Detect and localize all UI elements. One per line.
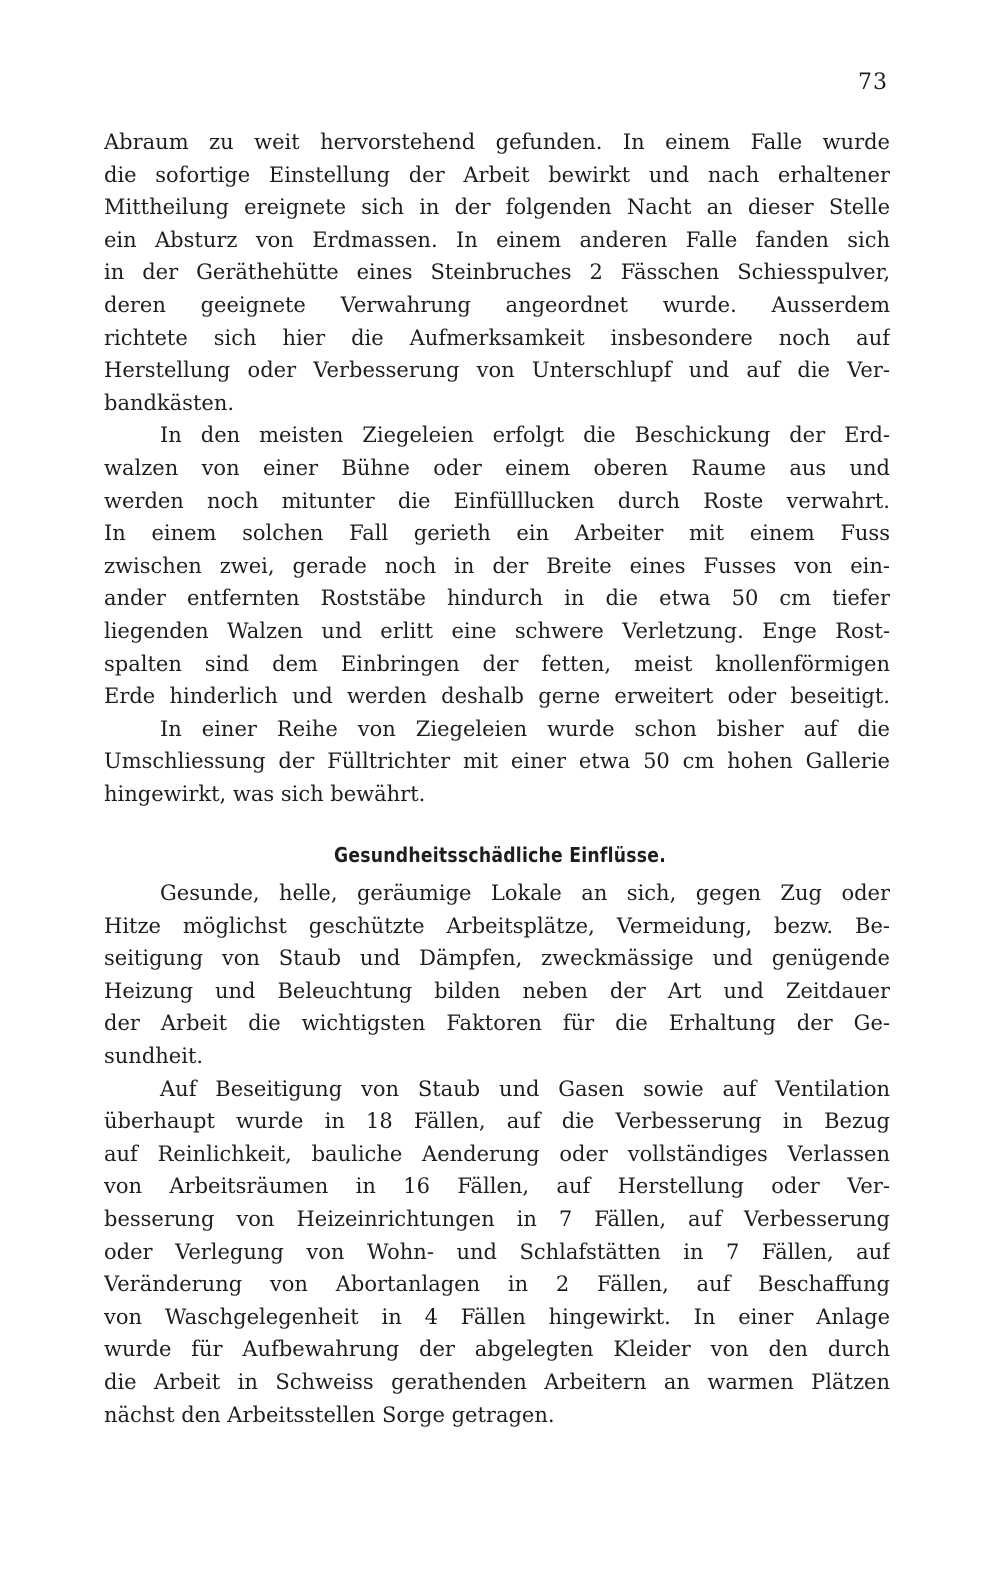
page-number: 73 xyxy=(858,70,888,95)
text-line: Erde hinderlich und werden deshalb gerne erweitert oder beseitigt. xyxy=(104,684,890,709)
text-line: der Arbeit die wichtigsten Faktoren für die Erhaltung der Ge- xyxy=(104,1011,890,1036)
text-line: hingewirkt, was sich bewährt. xyxy=(104,781,426,806)
text-line: richtete sich hier die Aufmerksamkeit insbesondere noch auf xyxy=(104,325,890,350)
text-line: Abraum zu weit hervorstehend gefunden. In einem Falle wurde xyxy=(104,130,890,154)
text-line: die Arbeit in Schweiss gerathenden Arbeitern an warmen Plätzen xyxy=(104,1369,890,1394)
text-line: Mittheilung ereignete sich in der folgenden Nacht an dieser Stelle xyxy=(104,195,890,220)
text-line: Veränderung von Abortanlagen in 2 Fällen, auf Beschaffung xyxy=(104,1272,890,1297)
text-line: seitigung von Staub und Dämpfen, zweckmässige und genügende xyxy=(104,946,890,971)
text-line: bandkästen. xyxy=(104,390,235,415)
text-line: ander entfernten Roststäbe hindurch in die etwa 50 cm tiefer xyxy=(104,586,890,611)
text-line: die sofortige Einstellung der Arbeit bewirkt und nach erhaltener xyxy=(104,162,890,187)
text-line: deren geeignete Verwahrung angeordnet wurde. Ausserdem xyxy=(104,292,890,317)
text-line: Hitze möglichst geschützte Arbeitsplätze, Vermeidung, bezw. Be- xyxy=(104,913,890,938)
text-line: spalten sind dem Einbringen der fetten, meist knollenförmigen xyxy=(104,651,890,676)
text-line: ein Absturz von Erdmassen. In einem anderen Falle fanden sich xyxy=(104,227,890,252)
text-line: Auf Beseitigung von Staub und Gasen sowie auf Ventilation xyxy=(160,1076,890,1101)
text-line: von Waschgelegenheit in 4 Fällen hingewirkt. In einer Anlage xyxy=(104,1304,890,1329)
text-line: In einer Reihe von Ziegeleien wurde schon bisher auf die xyxy=(160,716,890,741)
text-line: werden noch mitunter die Einfülllucken durch Roste verwahrt. xyxy=(104,488,890,513)
text-line: walzen von einer Bühne oder einem oberen Raume aus und xyxy=(104,455,890,480)
text-line: Umschliessung der Fülltrichter mit einer etwa 50 cm hohen Gallerie xyxy=(104,749,890,774)
text-line: Herstellung oder Verbesserung von Unterschlupf und auf die Ver- xyxy=(104,358,890,383)
text-line: auf Reinlichkeit, bauliche Aenderung oder vollständiges Verlassen xyxy=(104,1141,890,1166)
text-line: in der Geräthehütte eines Steinbruches 2 Fässchen Schiesspulver, xyxy=(104,260,890,285)
text-line: Heizung und Beleuchtung bilden neben der Art und Zeitdauer xyxy=(104,978,890,1003)
text-line: liegenden Walzen und erlitt eine schwere Verletzung. Enge Rost- xyxy=(104,618,890,643)
text-line: nächst den Arbeitsstellen Sorge getragen. xyxy=(104,1402,555,1427)
body-text-section-1 xyxy=(104,126,890,810)
text-line: Gesunde, helle, geräumige Lokale an sich, gegen Zug oder xyxy=(160,881,890,905)
text-line: In einem solchen Fall gerieth ein Arbeiter mit einem Fuss xyxy=(104,521,890,546)
text-line: oder Verlegung von Wohn- und Schlafstätten in 7 Fällen, auf xyxy=(104,1239,890,1264)
text-line: wurde für Aufbewahrung der abgelegten Kleider von den durch xyxy=(104,1337,890,1362)
text-line: zwischen zwei, gerade noch in der Breite eines Fusses von ein- xyxy=(104,553,890,578)
text-line: überhaupt wurde in 18 Fällen, auf die Verbesserung in Bezug xyxy=(104,1109,890,1134)
text-line: In den meisten Ziegeleien erfolgt die Beschickung der Erd- xyxy=(160,423,890,448)
text-line: von Arbeitsräumen in 16 Fällen, auf Herstellung oder Ver- xyxy=(104,1174,890,1199)
text-line: sundheit. xyxy=(104,1043,204,1068)
text-line: besserung von Heizeinrichtungen in 7 Fällen, auf Verbesserung xyxy=(104,1206,890,1231)
section-heading: Gesundheitsschädliche Einflüsse. xyxy=(333,843,667,867)
body-text-section-2 xyxy=(104,877,890,1431)
